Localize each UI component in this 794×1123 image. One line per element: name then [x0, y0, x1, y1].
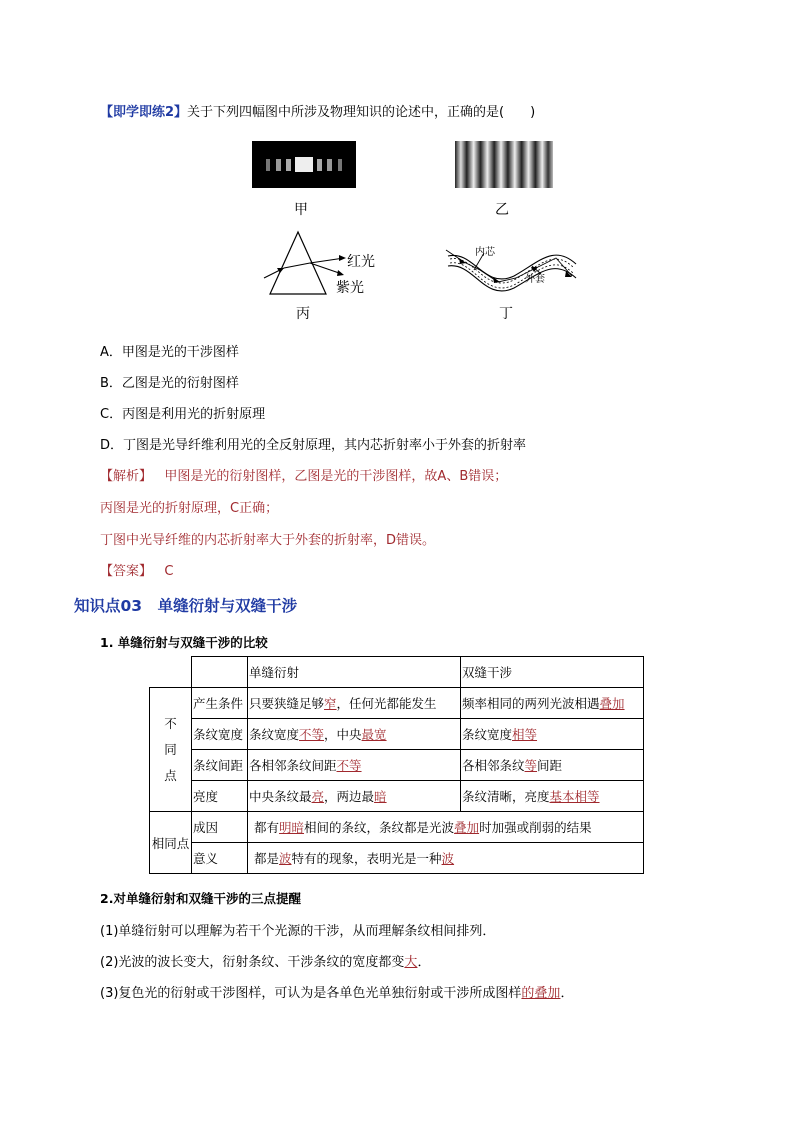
analysis-line-1: 【解析】 甲图是光的衍射图样，乙图是光的干涉图样，故A、B错误； [100, 469, 508, 484]
subheading-comparison: 1. 单缝衍射与双缝干涉的比较 [100, 635, 268, 650]
option-d: D．丁图是光导纤维利用光的全反射原理，其内芯折射率小于外套的折射率 [100, 438, 527, 453]
similarities-label: 相同点 [150, 812, 192, 874]
figure-label-yi: 乙 [495, 202, 509, 218]
table-row: 不 同 点 产生条件 只要狭缝足够窄，任何光都能发生 频率相同的两列光波相遇叠加 [150, 688, 644, 719]
table-row: 亮度 中央条纹最亮，两边最暗 条纹清晰，亮度基本相等 [150, 781, 644, 812]
answer-line [100, 560, 174, 579]
tip-1: (1)单缝衍射可以理解为若干个光源的干涉，从而理解条纹相间排列． [100, 924, 496, 939]
header-single-slit: 单缝衍射 [248, 657, 461, 688]
analysis-line-2: 丙图是光的折射原理，C正确； [100, 501, 279, 516]
analysis-label: 【解析】 [100, 469, 153, 484]
table-row: 条纹间距 各相邻条纹间距不等 各相邻条纹等间距 [150, 750, 644, 781]
question-tag: 【即学即练2】 [100, 105, 188, 120]
diffraction-pattern-image [252, 141, 356, 188]
header-double-slit: 双缝干涉 [461, 657, 644, 688]
question-text: 关于下列四幅图中所涉及物理知识的论述中，正确的是( ) [187, 105, 536, 120]
figure-label-bing: 丙 [296, 306, 310, 322]
question-stem [100, 101, 535, 120]
answer-value: C [164, 564, 174, 579]
table-row: 相同点 成因 都有明暗相间的条纹，条纹都是光波叠加时加强或削弱的结果 [150, 812, 644, 843]
table-row: 意义 都是波特有的现象，表明光是一种波 [150, 843, 644, 874]
violet-light-label: 紫光 [336, 280, 364, 296]
interference-pattern-image [455, 141, 553, 188]
figure-label-ding: 丁 [499, 306, 513, 322]
table-header-row [150, 657, 644, 688]
table-row: 条纹宽度 条纹宽度不等，中央最宽 条纹宽度相等 [150, 719, 644, 750]
answer-label: 【答案】 [100, 564, 153, 579]
option-c: C．丙图是利用光的折射原理 [100, 407, 266, 422]
optical-fiber-diagram [444, 240, 584, 302]
cladding-label: 外套 [525, 274, 545, 285]
comparison-table [149, 656, 644, 874]
option-a: A．甲图是光的干涉图样 [100, 345, 239, 360]
figure-label-jia: 甲 [294, 202, 308, 218]
analysis-line-3: 丁图中光导纤维的内芯折射率大于外套的折射率，D错误。 [100, 533, 436, 548]
option-b: B．乙图是光的衍射图样 [100, 376, 239, 391]
red-light-label: 红光 [347, 254, 375, 270]
core-label: 内芯 [475, 247, 495, 258]
section-title: 知识点03 单缝衍射与双缝干涉 [74, 597, 298, 615]
tip-3: (3)复色光的衍射或干涉图样，可认为是各单色光单独衍射或干涉所成图样的叠加． [100, 986, 574, 1001]
differences-label: 不 同 点 [150, 688, 192, 812]
subheading-tips: 2.对单缝衍射和双缝干涉的三点提醒 [100, 891, 301, 906]
tip-2: (2)光波的波长变大，衍射条纹、干涉条纹的宽度都变大． [100, 955, 431, 970]
